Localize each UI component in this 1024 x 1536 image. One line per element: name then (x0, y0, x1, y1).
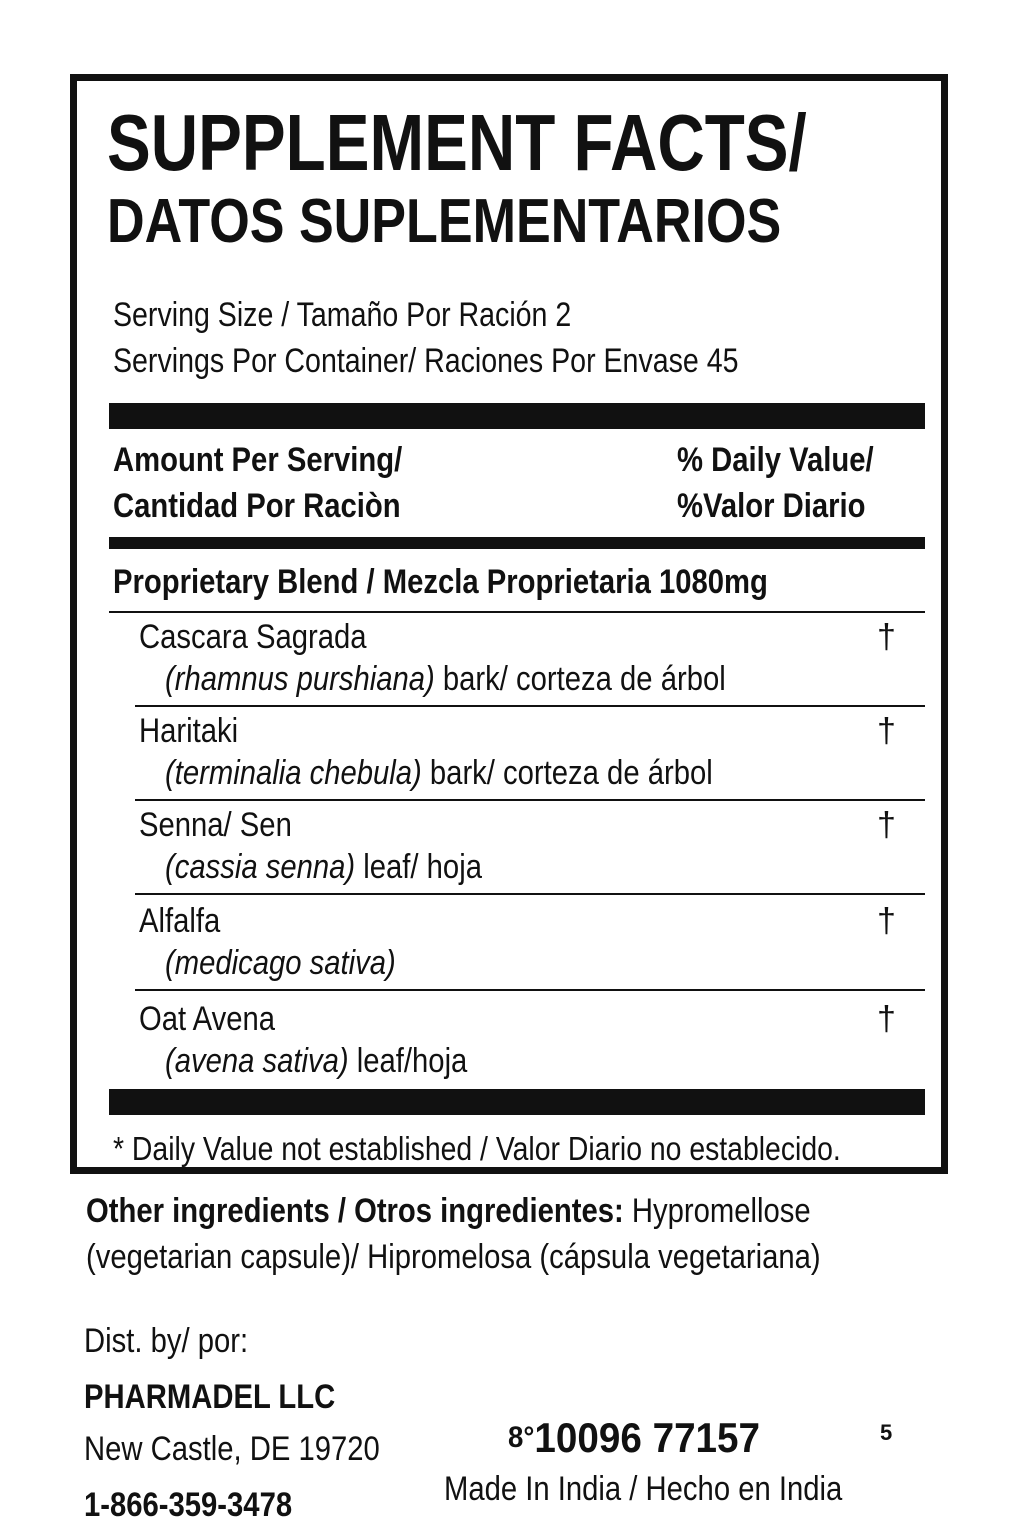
header-amount-es: Cantidad Por Raciòn (113, 487, 401, 525)
dagger-mark: † (877, 1000, 896, 1038)
plant-part: leaf/ hoja (355, 848, 482, 886)
distributor-phone: 1-866-359-3478 (84, 1486, 293, 1524)
header-daily-value-en: % Daily Value/ (677, 441, 874, 479)
ingredient-name: Alfalfa (139, 902, 221, 940)
panel-title-spanish: DATOS SUPLEMENTARIOS (107, 187, 782, 256)
distributor-address: New Castle, DE 19720 (84, 1430, 380, 1468)
blend-rule (109, 611, 925, 613)
panel-title-english: SUPPLEMENT FACTS/ (107, 98, 807, 187)
other-ingredients-line1 (86, 1190, 929, 1232)
ingredient-source (165, 659, 817, 699)
latin-name: (terminalia chebula) (165, 754, 422, 792)
thick-divider-middle (109, 537, 925, 549)
ingredient-name: Senna/ Sen (139, 806, 292, 844)
other-ingredients-label: Other ingredients / Otros ingredientes: (86, 1192, 624, 1230)
latin-name: (medicago sativa) (165, 944, 396, 982)
serving-size: Serving Size / Tamaño Por Ración 2 (113, 296, 572, 334)
ingredient-name: Haritaki (139, 712, 239, 750)
ingredient-rule (135, 799, 925, 801)
ingredient-source (165, 943, 433, 983)
ingredient-rule (135, 705, 925, 707)
country-of-origin: Made In India / Hecho en India (444, 1470, 843, 1508)
other-ingredients-text: Hypromellose (623, 1192, 811, 1230)
latin-name: (avena sativa) (165, 1042, 349, 1080)
ingredient-rule (135, 989, 925, 991)
supplement-facts-panel (70, 74, 948, 1174)
dagger-mark: † (877, 712, 896, 750)
other-ingredients-line2: (vegetarian capsule)/ Hipromelosa (cápsula vegetariana) (86, 1238, 821, 1276)
ingredient-name: Cascara Sagrada (139, 618, 367, 656)
dagger-mark: † (877, 806, 896, 844)
header-daily-value-es: %Valor Diario (677, 487, 866, 525)
header-amount-en: Amount Per Serving/ (113, 441, 403, 479)
plant-part: leaf/hoja (348, 1042, 468, 1080)
barcode-prefix: 8° (508, 1421, 535, 1454)
plant-part: bark/ corteza de árbol (434, 660, 726, 698)
plant-part: bark/ corteza de árbol (421, 754, 713, 792)
ingredient-name: Oat Avena (139, 1000, 276, 1038)
proprietary-blend: Proprietary Blend / Mezcla Proprietaria 1080mg (113, 563, 768, 601)
latin-name: (cassia senna) (165, 848, 356, 886)
dagger-mark: † (877, 902, 896, 940)
barcode-number: $^{8^\circ}$10096 77157 (508, 1414, 761, 1461)
latin-name: (rhamnus purshiana) (165, 660, 435, 698)
thick-divider-bottom (109, 1089, 925, 1115)
thick-divider-top (109, 403, 925, 429)
distributor-company: PHARMADEL LLC (84, 1378, 336, 1416)
daily-value-footnote: * Daily Value not established / Valor Diario no establecido. (113, 1130, 841, 1167)
ingredient-source (165, 1041, 517, 1081)
ingredient-source (165, 753, 802, 793)
ingredient-rule (135, 893, 925, 895)
barcode-check-digit: 5 (880, 1420, 893, 1445)
ingredient-source (165, 847, 534, 887)
dagger-mark: † (877, 618, 896, 656)
distributor-label: Dist. by/ por: (84, 1322, 249, 1360)
servings-per-container: Servings Por Container/ Raciones Por Envase 45 (113, 342, 739, 380)
